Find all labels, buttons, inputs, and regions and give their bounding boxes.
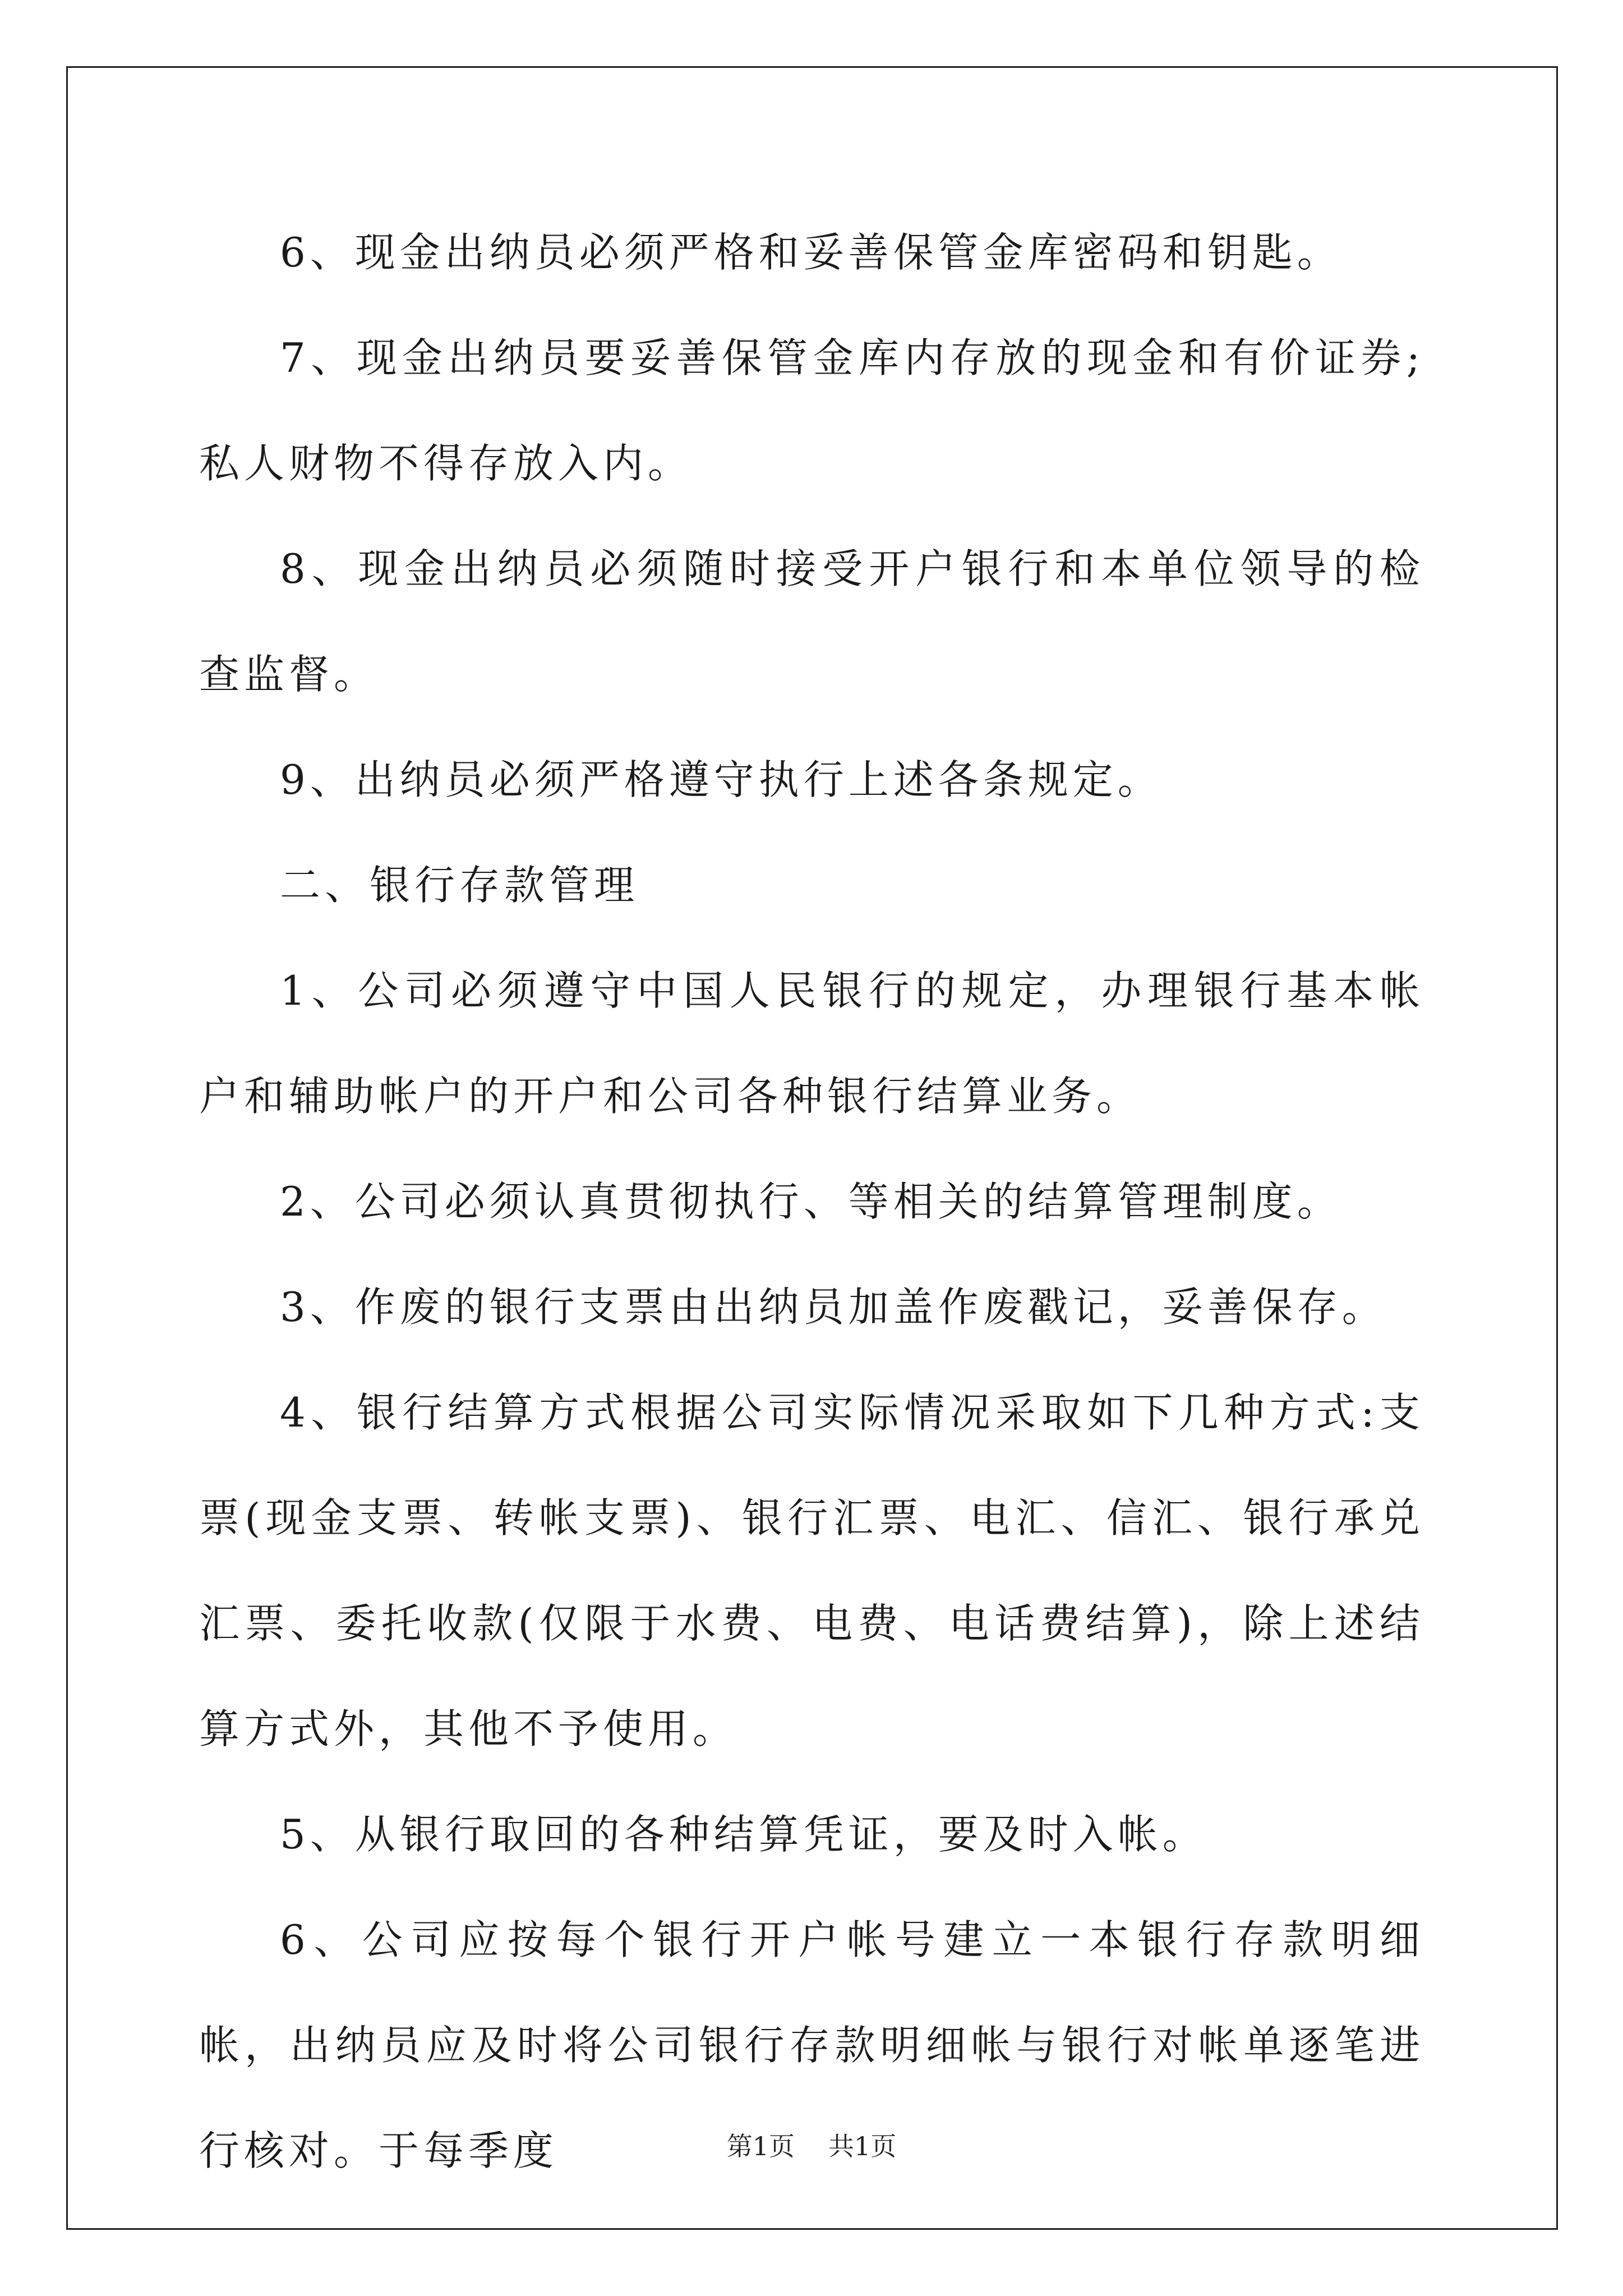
section-heading-bank-deposit: 二、银行存款管理 bbox=[280, 862, 639, 909]
paragraph-cash-item-8: 8、现金出纳员必须随时接受开户银行和本单位领导的检查监督。 bbox=[199, 545, 1424, 698]
paragraph-bank-item-2: 2、公司必须认真贯彻执行、等相关的结算管理制度。 bbox=[280, 1178, 1342, 1225]
paragraph-cash-item-6: 6、现金出纳员必须严格和妥善保管金库密码和钥匙。 bbox=[280, 229, 1342, 276]
paragraph-bank-item-4: 4、银行结算方式根据公司实际情况采取如下几种方式:支票(现金支票、转帐支票)、银行汇票、电汇、信汇、银行承兑汇票、委托收款(仅限于水费、电费、电话费结算)，除上述结算方式外，其他不予使用。 bbox=[199, 1389, 1424, 1752]
paragraph-bank-item-3: 3、作废的银行支票由出纳员加盖作废戳记，妥善保存。 bbox=[280, 1283, 1387, 1331]
paragraph-cash-item-9: 9、出纳员必须严格遵守执行上述各条规定。 bbox=[280, 756, 1163, 803]
page-total: 共1页 bbox=[828, 2131, 897, 2161]
paragraph-bank-item-5: 5、从银行取回的各种结算凭证，要及时入帐。 bbox=[280, 1811, 1207, 1858]
paragraph-cash-item-7: 7、现金出纳员要妥善保管金库内存放的现金和有价证券;私人财物不得存放入内。 bbox=[199, 334, 1424, 487]
paragraph-bank-item-6: 6、公司应按每个银行开户帐号建立一本银行存款明细帐，出纳员应及时将公司银行存款明细帐与银行对帐单逐笔进行核对。于每季度 bbox=[199, 1916, 1424, 2174]
page-number: 第1页 bbox=[726, 2131, 795, 2161]
page-footer bbox=[0, 2129, 1623, 2163]
document-body bbox=[199, 200, 1424, 2203]
paragraph-bank-item-1: 1、公司必须遵守中国人民银行的规定，办理银行基本帐户和辅助帐户的开户和公司各种银行结算业务。 bbox=[199, 967, 1424, 1120]
